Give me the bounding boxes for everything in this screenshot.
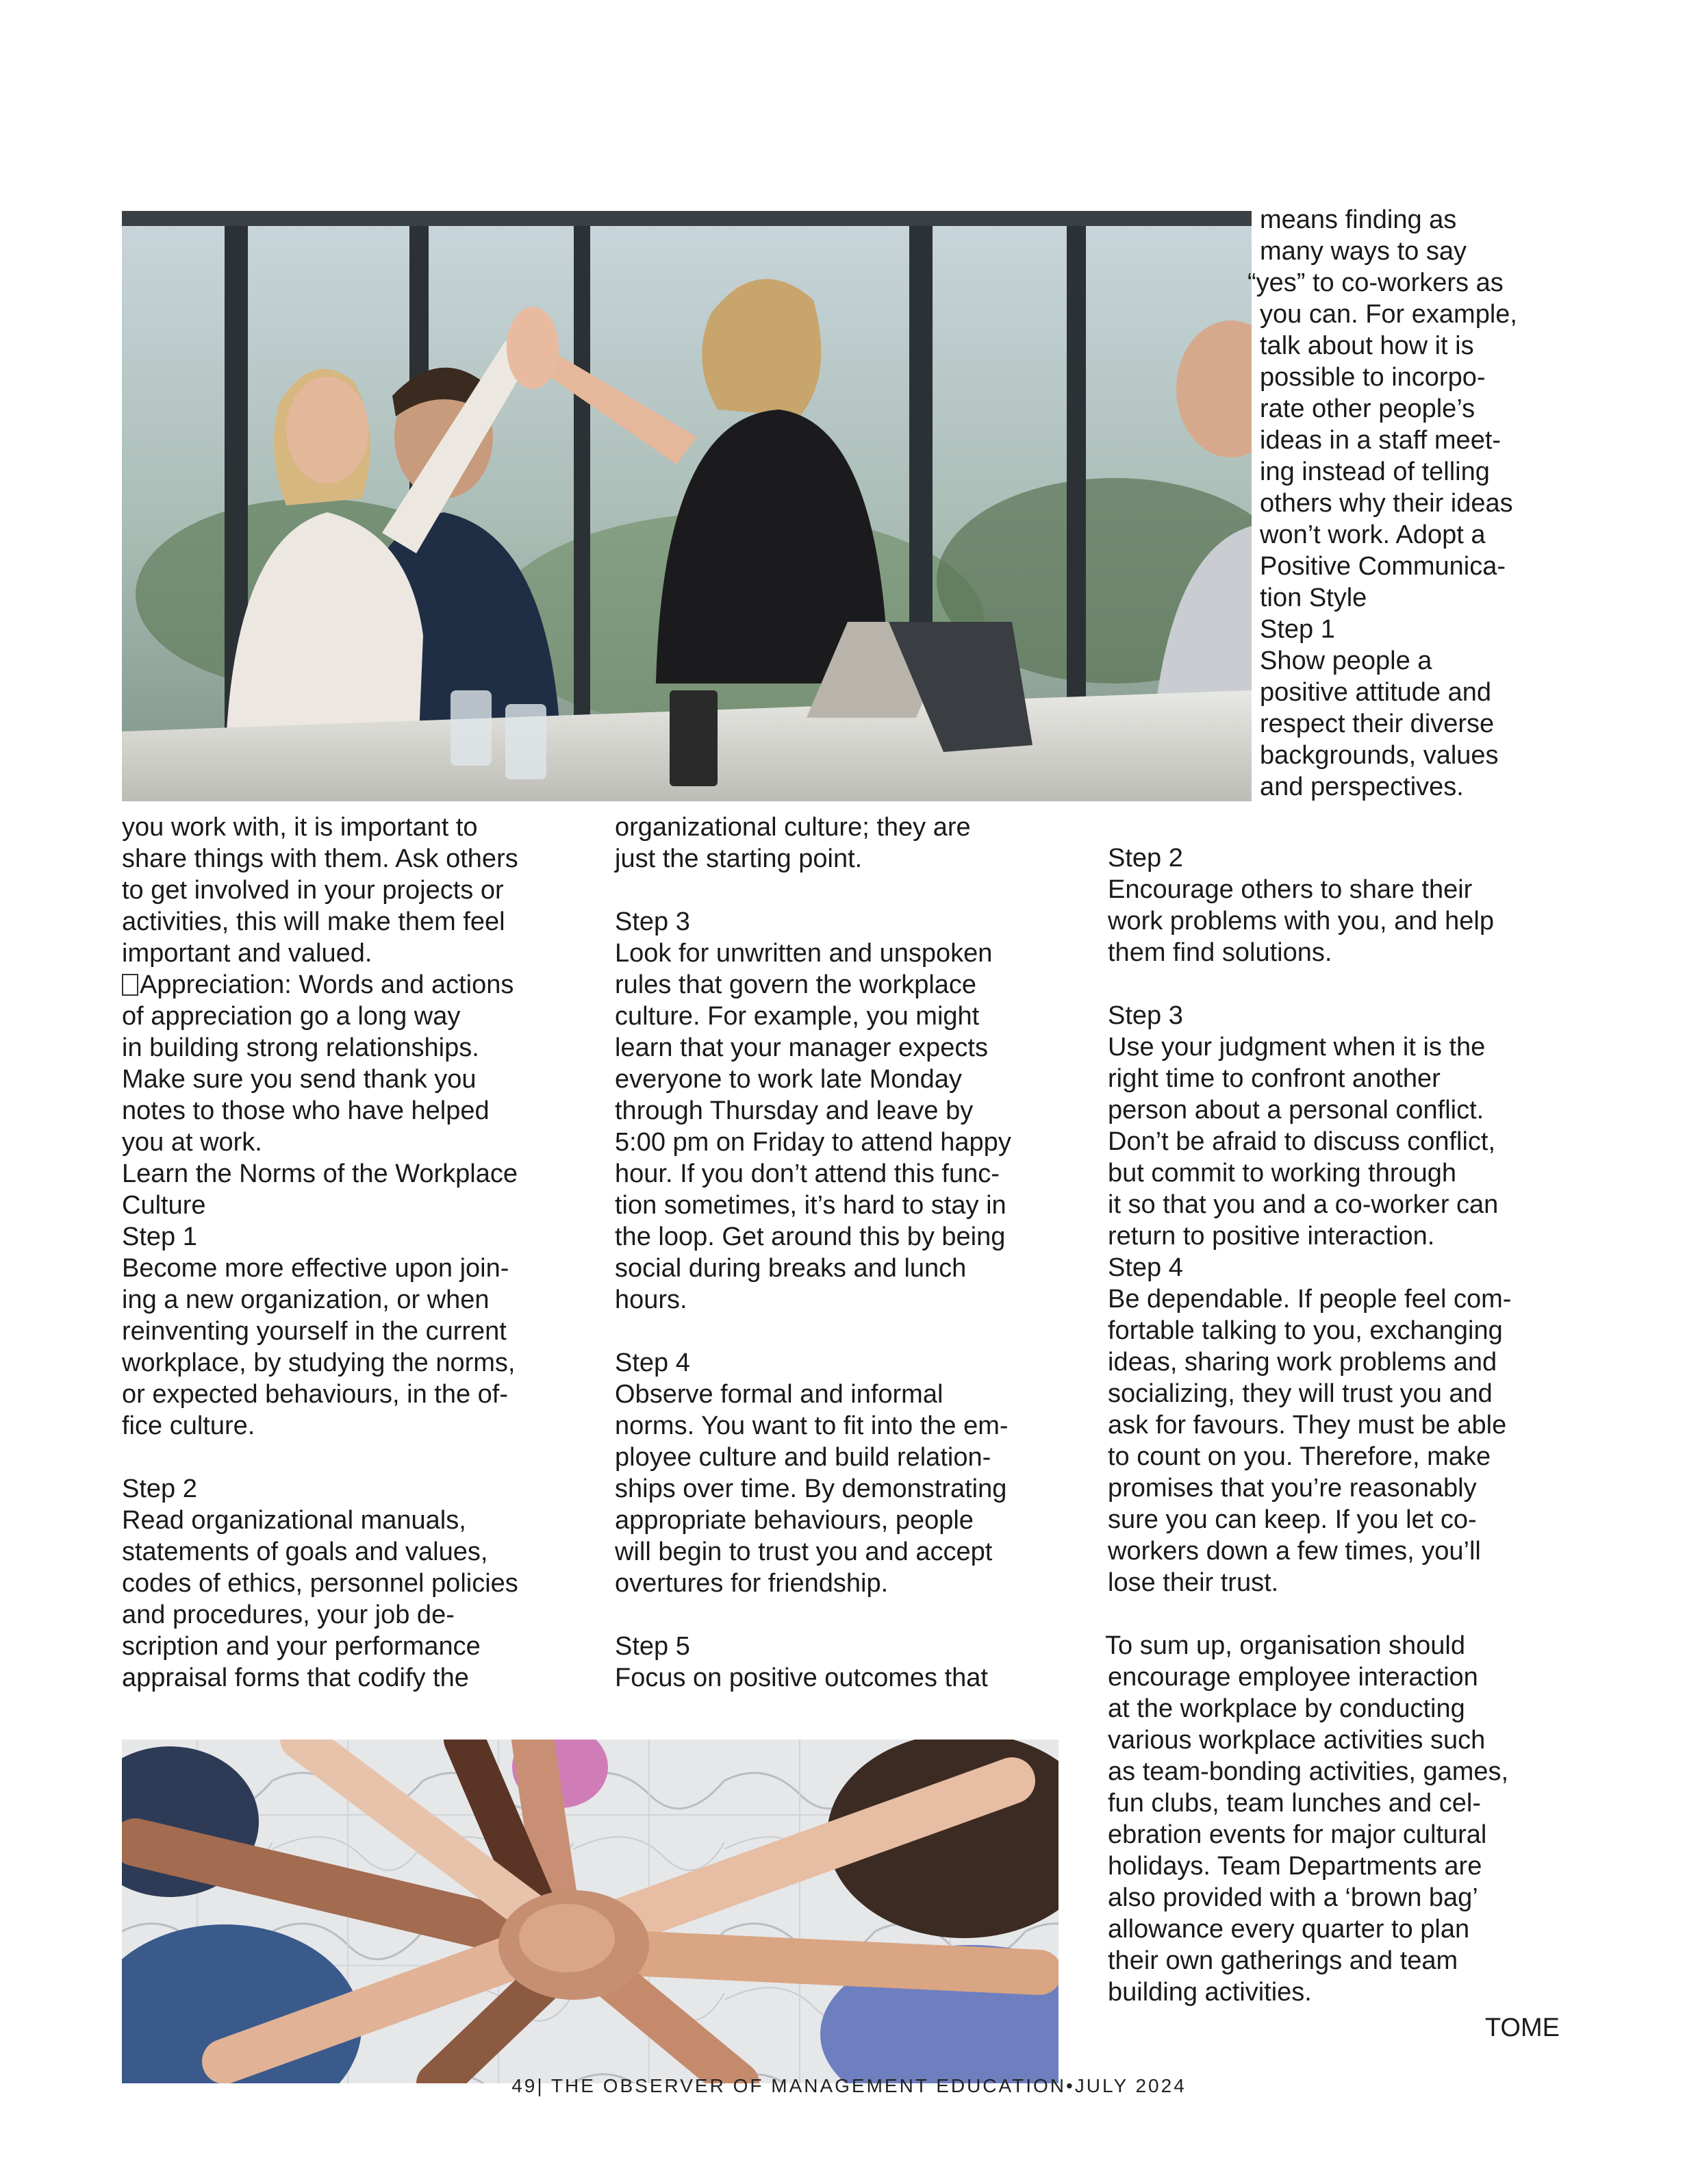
text-line: codes of ethics, personnel policies (122, 1569, 518, 1598)
meeting-high-five-photo (122, 211, 1252, 801)
text-line: won’t work. Adopt a (1260, 520, 1486, 549)
text-line: backgrounds, values (1260, 741, 1499, 770)
text-line: various workplace activities such (1108, 1726, 1486, 1755)
text-line: Step 1 (122, 1222, 197, 1251)
text-line: many ways to say (1260, 237, 1467, 266)
text-line: ebration events for major cultural (1108, 1820, 1487, 1849)
text-line: ing a new organization, or when (122, 1285, 490, 1314)
text-line: “yes” to co-workers as (1247, 268, 1504, 297)
text-line: overtures for friendship. (615, 1569, 889, 1598)
text-line: Show people a (1260, 647, 1432, 675)
text-line: tion Style (1260, 583, 1367, 612)
paragraph-gap (122, 1442, 574, 1473)
text-line: positive attitude and (1260, 678, 1492, 707)
text-line: building activities. (1108, 1978, 1312, 2007)
column-3-text (1105, 842, 1560, 2044)
text-line: Step 1 (1260, 615, 1335, 644)
text-line: Look for unwritten and unspoken (615, 939, 993, 968)
text-line: notes to those who have helped (122, 1096, 490, 1125)
text-line: just the starting point. (615, 844, 863, 873)
text-line: Step 4 (615, 1348, 690, 1377)
text-line: or expected behaviours, in the of- (122, 1380, 509, 1409)
text-line: rules that govern the workplace (615, 970, 977, 999)
text-line: lose their trust. (1108, 1568, 1279, 1597)
text-line: ask for favours. They must be able (1108, 1411, 1507, 1440)
text-line (122, 969, 574, 1001)
text-line: but commit to working through (1108, 1159, 1457, 1188)
author-signature: TOME (1484, 2013, 1560, 2042)
text-line: Become more effective upon join- (122, 1254, 509, 1283)
column-2-text (615, 812, 1067, 1694)
text-line: socializing, they will trust you and (1108, 1379, 1493, 1408)
text-line: you at work. (122, 1128, 262, 1157)
text-line: ideas in a staff meet- (1260, 426, 1501, 455)
text-line: ing instead of telling (1260, 457, 1490, 486)
text-line: important and valued. (122, 939, 372, 968)
text-line: reinventing yourself in the current (122, 1317, 507, 1346)
text-line: their own gatherings and team (1108, 1946, 1458, 1975)
text-line: Step 2 (122, 1474, 197, 1503)
text-line: Encourage others to share their (1108, 875, 1473, 904)
text-line: fortable talking to you, exchanging (1108, 1316, 1503, 1345)
text-line: Learn the Norms of the Workplace (122, 1159, 518, 1188)
text-line: norms. You want to fit into the em- (615, 1411, 1009, 1440)
text-line: Observe formal and informal (615, 1380, 943, 1409)
text-line: will begin to trust you and accept (615, 1537, 993, 1566)
text-line: workers down a few times, you’ll (1108, 1537, 1481, 1566)
text-line: Step 5 (615, 1632, 690, 1661)
text-line: the loop. Get around this by being (615, 1222, 1006, 1251)
text-line: sure you can keep. If you let co- (1108, 1505, 1477, 1534)
text-line: of appreciation go a long way (122, 1002, 461, 1031)
text-line: possible to incorpo- (1260, 363, 1486, 392)
paragraph-gap (1108, 1598, 1560, 1630)
text-line: Step 4 (1108, 1253, 1183, 1282)
text-line: appropriate behaviours, people (615, 1506, 974, 1535)
paragraph-gap (615, 1316, 1067, 1347)
text-line: allowance every quarter to plan (1108, 1915, 1470, 1944)
text-line: Use your judgment when it is the (1108, 1033, 1486, 1062)
text-line: Culture (122, 1191, 206, 1220)
text-line: Step 3 (1108, 1001, 1183, 1030)
text-line: 5:00 pm on Friday to attend happy (615, 1128, 1011, 1157)
text-line: it so that you and a co-worker can (1108, 1190, 1499, 1219)
text-line: To sum up, organisation should (1105, 1631, 1465, 1660)
text-line: promises that you’re reasonably (1108, 1474, 1477, 1503)
text-line: and perspectives. (1260, 773, 1464, 801)
column-3-top-text (1247, 204, 1547, 803)
text-line: rate other people’s (1260, 394, 1475, 423)
text-line: encourage employee interaction (1108, 1663, 1478, 1692)
text-line: respect their diverse (1260, 710, 1495, 738)
text-line: hour. If you don’t attend this func- (615, 1159, 1000, 1188)
page-footer: 49| THE OBSERVER OF MANAGEMENT EDUCATION•JULY 2024 (511, 2075, 1187, 2096)
text-line: everyone to work late Monday (615, 1065, 962, 1094)
text-line: Step 3 (615, 907, 690, 936)
text-line: organizational culture; they are (615, 813, 971, 842)
text-line: scription and your performance (122, 1632, 481, 1661)
text-line: ships over time. By demonstrating (615, 1474, 1007, 1503)
text-line: hours. (615, 1285, 687, 1314)
text-line: to count on you. Therefore, make (1108, 1442, 1491, 1471)
text-line: Be dependable. If people feel com- (1108, 1285, 1512, 1314)
text-line: Focus on positive outcomes that (615, 1664, 988, 1692)
bullet-box-icon (122, 974, 138, 996)
column-1-text (122, 812, 574, 1694)
paragraph-gap (615, 1599, 1067, 1631)
text-line: them find solutions. (1108, 938, 1332, 967)
text-line: work problems with you, and help (1108, 907, 1494, 936)
team-hands-stacked-photo (122, 1740, 1059, 2083)
text-line: social during breaks and lunch (615, 1254, 967, 1283)
text-line: means finding as (1260, 205, 1457, 234)
text-line: learn that your manager expects (615, 1033, 988, 1062)
text-line: fice culture. (122, 1411, 255, 1440)
text-line: to get involved in your projects or (122, 876, 504, 905)
text-line: statements of goals and values, (122, 1537, 488, 1566)
text-line: Positive Communica- (1260, 552, 1506, 581)
text-line: through Thursday and leave by (615, 1096, 974, 1125)
text-line: right time to confront another (1108, 1064, 1441, 1093)
text-line: ployee culture and build relation- (615, 1443, 991, 1472)
text-line: holidays. Team Departments are (1108, 1852, 1482, 1881)
text-line: as team-bonding activities, games, (1108, 1757, 1509, 1786)
text-line: share things with them. Ask others (122, 844, 518, 873)
text-line: others why their ideas (1260, 489, 1513, 518)
text-line: in building strong relationships. (122, 1033, 479, 1062)
text-line: activities, this will make them feel (122, 907, 505, 936)
text-line: tion sometimes, it’s hard to stay in (615, 1191, 1006, 1220)
text-line: Read organizational manuals, (122, 1506, 466, 1535)
text-line: also provided with a ‘brown bag’ (1108, 1883, 1478, 1912)
text-line: at the workplace by conducting (1108, 1694, 1465, 1723)
text-line: talk about how it is (1260, 331, 1474, 360)
text-line: Make sure you send thank you (122, 1065, 477, 1094)
text-line: return to positive interaction. (1108, 1222, 1435, 1251)
text-line: you work with, it is important to (122, 813, 478, 842)
text-line: workplace, by studying the norms, (122, 1348, 516, 1377)
text-line: ideas, sharing work problems and (1108, 1348, 1497, 1377)
text-line: Appreciation: Words and actions (140, 970, 514, 999)
paragraph-gap (615, 875, 1067, 906)
paragraph-gap (1108, 968, 1560, 1000)
text-line: you can. For example, (1260, 300, 1517, 329)
text-line: culture. For example, you might (615, 1002, 980, 1031)
text-line: person about a personal conflict. (1108, 1096, 1484, 1125)
text-line: and procedures, your job de- (122, 1601, 455, 1629)
text-line: Step 2 (1108, 844, 1183, 873)
text-line: appraisal forms that codify the (122, 1664, 469, 1692)
text-line: fun clubs, team lunches and cel- (1108, 1789, 1481, 1818)
text-line: Don’t be afraid to discuss conflict, (1108, 1127, 1496, 1156)
